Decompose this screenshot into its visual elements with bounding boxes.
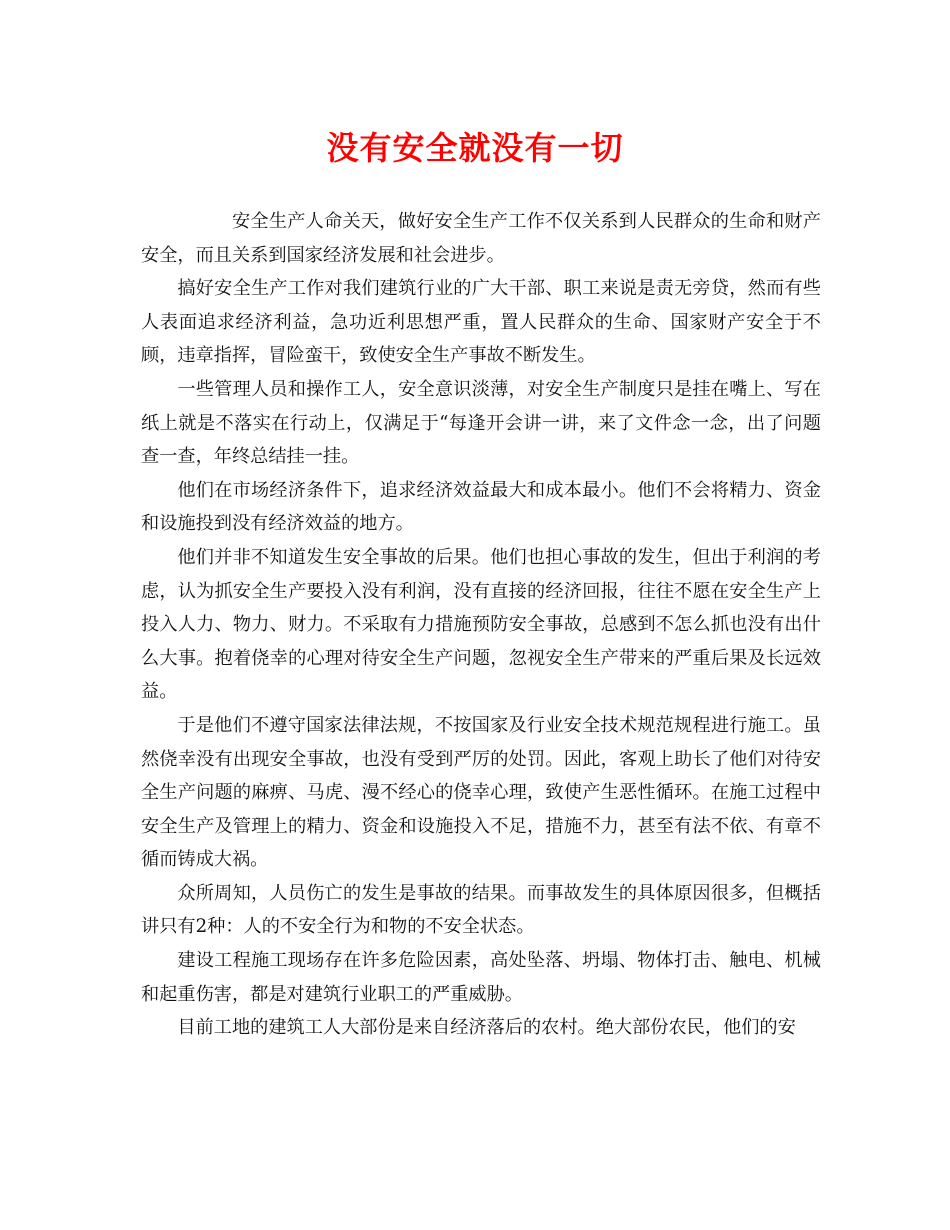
- paragraph: 他们并非不知道发生安全事故的后果。他们也担心事故的发生，但出于利润的考虑，认为抓安全生产要投入没有利润，没有直接的经济回报，往往不愿在安全生产上投入人力、物力、财力。不采取有力措施预防安全事故，总感到不怎么抓也没有出什么大事。抱着侥幸的心理对待安全生产问题，忽视安全生产带来的严重后果及长远效益。: [141, 546, 821, 703]
- paragraph: 建设工程施工现场存在许多危险因素，高处坠落、坍塌、物体打击、触电、机械和起重伤害，都是对建筑行业职工的严重威胁。: [141, 950, 821, 1005]
- paragraph: 安全生产人命关天，做好安全生产工作不仅关系到人民群众的生命和财产安全，而且关系到国家经济发展和社会进步。: [141, 211, 821, 266]
- paragraph: 搞好安全生产工作对我们建筑行业的广大干部、职工来说是责无旁贷，然而有些人表面追求经济利益，急功近利思想严重，置人民群众的生命、国家财产安全于不顾，违章指挥，冒险蛮干，致使安全生产事故不断发生。: [141, 278, 821, 367]
- paragraph: 于是他们不遵守国家法律法规，不按国家及行业安全技术规范规程进行施工。虽然侥幸没有出现安全事故，也没有受到严厉的处罚。因此，客观上助长了他们对待安全生产问题的麻痹、马虎、漫不经心的侥幸心理，致使产生恶性循环。在施工过程中安全生产及管理上的精力、资金和设施投入不足，措施不力，甚至有法不依、有章不循而铸成大祸。: [141, 714, 821, 871]
- paragraph: 一些管理人员和操作工人，安全意识淡薄，对安全生产制度只是挂在嘴上、写在纸上就是不落实在行动上，仅满足于“每逢开会讲一讲，来了文件念一念，出了问题查一查，年终总结挂一挂。: [141, 378, 821, 468]
- document-body: [141, 205, 821, 1045]
- paragraph: 众所周知，人员伤亡的发生是事故的结果。而事故发生的具体原因很多，但概括讲只有2种：人的不安全行为和物的不安全状态。: [141, 882, 821, 938]
- document-title: 没有安全就没有一切: [326, 129, 624, 167]
- paragraph: 他们在市场经济条件下，追求经济效益最大和成本最小。他们不会将精力、资金和设施投到没有经济效益的地方。: [141, 479, 821, 535]
- paragraph: 目前工地的建筑工人大部份是来自经济落后的农村。绝大部份农民，他们的安: [177, 1017, 796, 1039]
